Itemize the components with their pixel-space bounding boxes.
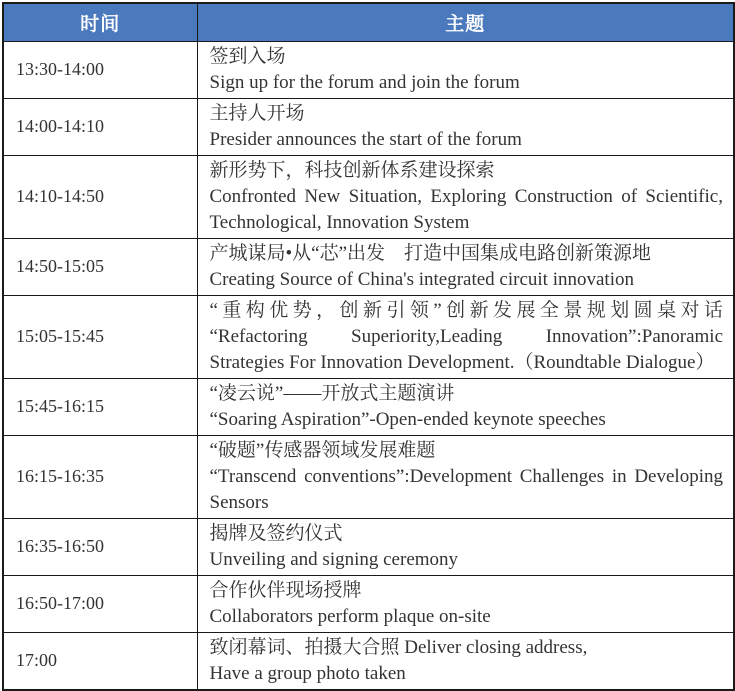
topic-line: “重构优势，创新引领”创新发展全景规划圆桌对话 “Refactoring Superiority,Leading Innovation”:Panoramic Strategies For Innovation Development.（Roundtable Dialogue） (209, 299, 723, 373)
time-cell: 14:00-14:10 (3, 98, 197, 155)
agenda-row (3, 518, 734, 575)
topic-cell (197, 238, 734, 295)
time-cell: 13:30-14:00 (3, 41, 197, 98)
topic-cell (197, 295, 734, 378)
agenda-row (3, 98, 734, 155)
topic-line: Creating Source of China's integrated circuit innovation (209, 268, 634, 290)
topic-line: “Transcend conventions”:Development Challenges in Developing Sensors (209, 465, 723, 513)
topic-line: 签到入场 (209, 45, 286, 67)
topic-line: “Soaring Aspiration”-Open-ended keynote speeches (209, 408, 606, 430)
topic-line: Collaborators perform plaque on-site (209, 605, 491, 627)
topic-line: 致闭幕词、拍摄大合照 Deliver closing address, (209, 636, 588, 658)
agenda-row (3, 632, 734, 690)
time-cell: 16:15-16:35 (3, 435, 197, 518)
agenda-body (3, 41, 734, 690)
time-column-header: 时间 (3, 3, 197, 41)
topic-line: 新形势下，科技创新体系建设探索 (209, 159, 495, 181)
topic-column-header: 主题 (197, 3, 734, 41)
time-cell: 15:45-16:15 (3, 378, 197, 435)
agenda-row (3, 378, 734, 435)
topic-line: Sign up for the forum and join the forum (209, 71, 520, 93)
topic-line: Unveiling and signing ceremony (209, 548, 459, 570)
topic-line: 合作伙伴现场授牌 (209, 579, 362, 601)
agenda-table (2, 2, 735, 691)
time-cell: 15:05-15:45 (3, 295, 197, 378)
topic-cell (197, 518, 734, 575)
topic-line: “破题”传感器领域发展难题 (209, 439, 436, 461)
agenda-row (3, 295, 734, 378)
topic-line: “凌云说”——开放式主题演讲 (209, 382, 455, 404)
time-cell: 14:50-15:05 (3, 238, 197, 295)
topic-cell (197, 98, 734, 155)
agenda-row (3, 41, 734, 98)
topic-line: Have a group photo taken (209, 662, 406, 684)
topic-line: Confronted New Situation, Exploring Construction of Scientific, Technological, Innovation System (209, 185, 723, 233)
topic-line: 主持人开场 (209, 102, 305, 124)
topic-cell (197, 155, 734, 238)
time-cell: 17:00 (3, 632, 197, 690)
time-cell: 16:50-17:00 (3, 575, 197, 632)
agenda-row (3, 435, 734, 518)
time-cell: 16:35-16:50 (3, 518, 197, 575)
agenda-row (3, 238, 734, 295)
topic-cell (197, 41, 734, 98)
topic-line: 揭牌及签约仪式 (209, 522, 343, 544)
agenda-row (3, 155, 734, 238)
topic-cell (197, 632, 734, 690)
header-row (3, 3, 734, 41)
topic-cell (197, 378, 734, 435)
topic-line: Presider announces the start of the forum (209, 128, 522, 150)
agenda-row (3, 575, 734, 632)
topic-line: 产城谋局•从“芯”出发 打造中国集成电路创新策源地 (209, 242, 652, 264)
topic-cell (197, 435, 734, 518)
time-cell: 14:10-14:50 (3, 155, 197, 238)
topic-cell (197, 575, 734, 632)
